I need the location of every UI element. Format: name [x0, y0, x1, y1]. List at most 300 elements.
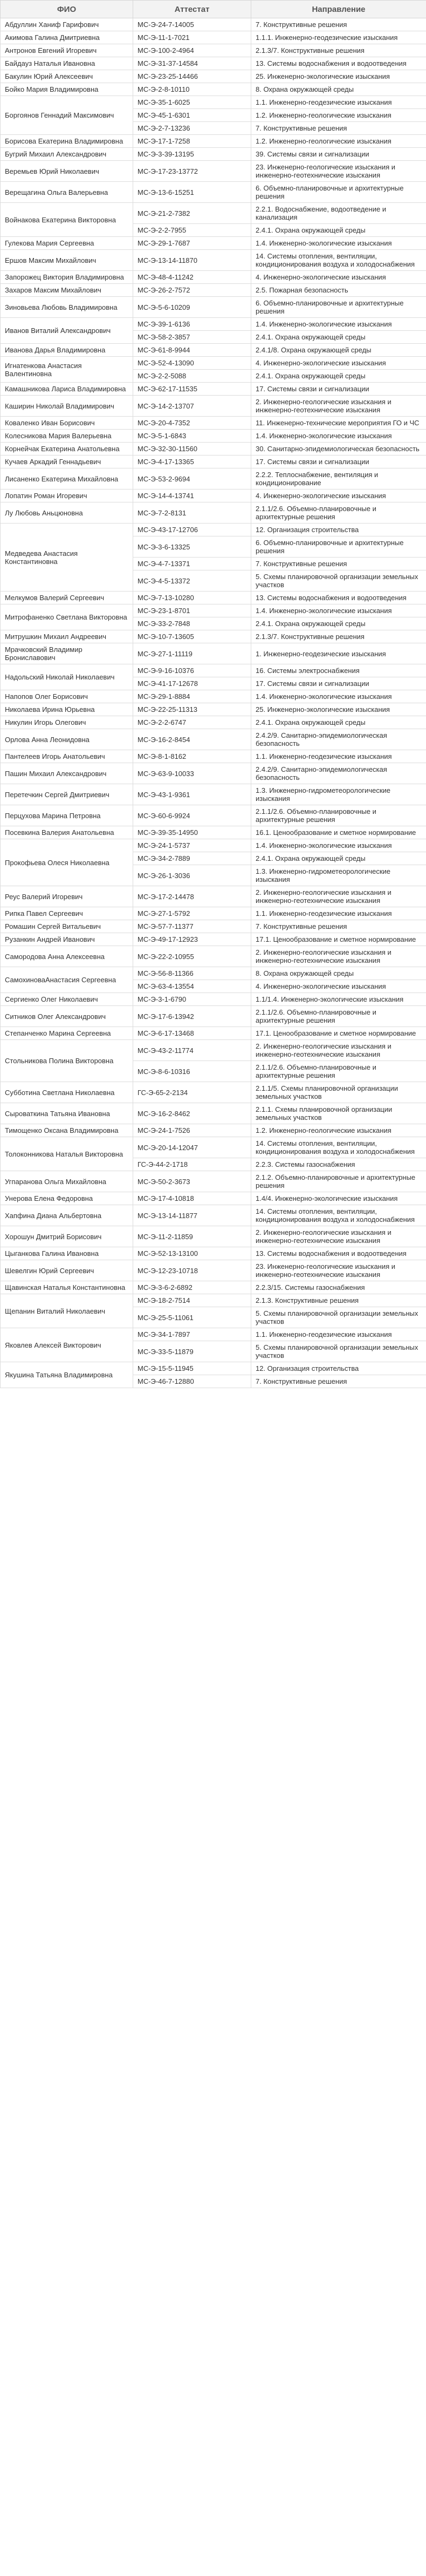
cell-attestat: МС-Э-15-5-11945 [133, 1362, 251, 1375]
cell-attestat: МС-Э-14-4-13741 [133, 490, 251, 502]
cell-fio: Щепанин Виталий Николаевич [1, 1294, 133, 1328]
table-row [1, 250, 426, 271]
cell-attestat: МС-Э-27-1-5792 [133, 907, 251, 920]
cell-napravlenie: 1. Инженерно-геодезические изыскания [251, 643, 426, 664]
cell-attestat: МС-Э-43-17-12706 [133, 524, 251, 536]
cell-fio: Ситников Олег Александрович [1, 1006, 133, 1027]
cell-napravlenie: 2.2.3/15. Системы газоснабжения [251, 1281, 426, 1294]
cell-napravlenie: 2.1.1/5. Схемы планировочной организации земельных участков [251, 1082, 426, 1103]
cell-napravlenie: 2.1.1/2.6. Объемно-планировочные и архитектурные решения [251, 805, 426, 826]
cell-attestat: МС-Э-63-9-10033 [133, 763, 251, 784]
table-row [1, 468, 426, 490]
cell-fio: Ершов Максим Михайлович [1, 250, 133, 271]
cell-attestat: МС-Э-41-17-12678 [133, 677, 251, 690]
cell-napravlenie: 1.4. Инженерно-экологические изыскания [251, 430, 426, 443]
cell-napravlenie: 2.2.2. Теплоснабжение, вентиляция и кондиционирование [251, 468, 426, 490]
cell-napravlenie: 14. Системы отопления, вентиляции, кондиционирования воздуха и холодоснабжения [251, 250, 426, 271]
cell-attestat: МС-Э-45-1-6301 [133, 109, 251, 122]
table-row [1, 1260, 426, 1281]
cell-attestat: МС-Э-3-39-13195 [133, 148, 251, 161]
table-row [1, 524, 426, 536]
cell-fio: Стольникова Полина Викторовна [1, 1040, 133, 1082]
cell-napravlenie: 1.4. Инженерно-экологические изыскания [251, 690, 426, 703]
table-row [1, 161, 426, 182]
table-row [1, 920, 426, 933]
table-row [1, 1006, 426, 1027]
cell-attestat: МС-Э-27-1-11119 [133, 643, 251, 664]
cell-attestat: МС-Э-3-6-13325 [133, 536, 251, 558]
cell-napravlenie: 17.1. Ценообразование и сметное нормирование [251, 933, 426, 946]
cell-attestat: МС-Э-7-13-10280 [133, 592, 251, 604]
cell-attestat: МС-Э-2-2-6747 [133, 716, 251, 729]
table-row [1, 182, 426, 203]
table-row [1, 763, 426, 784]
cell-napravlenie: 14. Системы отопления, вентиляции, кондиционирования воздуха и холодоснабжения [251, 1205, 426, 1226]
cell-attestat: ГС-Э-65-2-2134 [133, 1082, 251, 1103]
table-row [1, 729, 426, 750]
cell-fio: Митрофаненко Светлана Викторовна [1, 604, 133, 630]
cell-fio: Лу Любовь Аньцюновна [1, 502, 133, 524]
cell-napravlenie: 8. Охрана окружающей среды [251, 83, 426, 96]
cell-napravlenie: 1.1. Инженерно-геодезические изыскания [251, 907, 426, 920]
table-row [1, 135, 426, 148]
table-row [1, 630, 426, 643]
cell-fio: Напопов Олег Борисович [1, 690, 133, 703]
table-row [1, 502, 426, 524]
table-row [1, 604, 426, 617]
cell-attestat: МС-Э-22-25-11313 [133, 703, 251, 716]
cell-fio: Камашникова Лариса Владимировна [1, 383, 133, 396]
cell-attestat: МС-Э-23-1-8701 [133, 604, 251, 617]
cell-fio: Перетечкин Сергей Дмитриевич [1, 784, 133, 805]
cell-attestat: МС-Э-17-2-14478 [133, 886, 251, 907]
cell-fio: Хапфина Диана Альбертовна [1, 1205, 133, 1226]
cell-attestat: МС-Э-13-14-11870 [133, 250, 251, 271]
table-row [1, 1103, 426, 1124]
cell-fio: Мрачковский Владимир Брониславович [1, 643, 133, 664]
cell-napravlenie: 2.4.1. Охрана окружающей среды [251, 370, 426, 383]
cell-napravlenie: 7. Конструктивные решения [251, 558, 426, 570]
cell-fio: Прокофьева Олеся Николаевна [1, 839, 133, 886]
cell-attestat: МС-Э-11-2-11859 [133, 1226, 251, 1247]
cell-attestat: МС-Э-49-17-12923 [133, 933, 251, 946]
cell-attestat: МС-Э-25-5-11061 [133, 1307, 251, 1328]
cell-attestat: МС-Э-9-16-10376 [133, 664, 251, 677]
table-row [1, 396, 426, 417]
cell-napravlenie: 25. Инженерно-экологические изыскания [251, 703, 426, 716]
table-row [1, 318, 426, 331]
cell-fio: Коваленко Иван Борисович [1, 417, 133, 430]
table-row [1, 1247, 426, 1260]
table-row [1, 44, 426, 57]
cell-napravlenie: 1.1/1.4. Инженерно-экологические изыскания [251, 993, 426, 1006]
cell-napravlenie: 11. Инженерно-технические мероприятия ГО и ЧС [251, 417, 426, 430]
column-header-attestat: Аттестат [133, 1, 251, 18]
cell-napravlenie: 2.4.1. Охрана окружающей среды [251, 331, 426, 344]
cell-fio: Шевелгин Юрий Сергеевич [1, 1260, 133, 1281]
cell-napravlenie: 2. Инженерно-геологические изыскания и инженерно-геотехнические изыскания [251, 396, 426, 417]
table-row [1, 933, 426, 946]
table-row [1, 297, 426, 318]
table-row [1, 1137, 426, 1158]
cell-napravlenie: 17. Системы связи и сигнализации [251, 383, 426, 396]
cell-fio: Степанченко Марина Сергеевна [1, 1027, 133, 1040]
table-row [1, 70, 426, 83]
cell-napravlenie: 14. Системы отопления, вентиляции, кондиционирования воздуха и холодоснабжения [251, 1137, 426, 1158]
cell-napravlenie: 2.4.2/9. Санитарно-эпидемиологическая безопасность [251, 763, 426, 784]
cell-napravlenie: 5. Схемы планировочной организации земельных участков [251, 1341, 426, 1362]
cell-napravlenie: 1.3. Инженерно-гидрометеорологические изыскания [251, 865, 426, 886]
table-row [1, 284, 426, 297]
table-row [1, 1205, 426, 1226]
cell-napravlenie: 1.2. Инженерно-геологические изыскания [251, 109, 426, 122]
cell-attestat: МС-Э-8-6-10316 [133, 1061, 251, 1082]
table-row [1, 271, 426, 284]
cell-attestat: МС-Э-24-1-7526 [133, 1124, 251, 1137]
cell-attestat: МС-Э-20-4-7352 [133, 417, 251, 430]
cell-napravlenie: 2.4.1. Охрана окружающей среды [251, 716, 426, 729]
cell-attestat: МС-Э-20-14-12047 [133, 1137, 251, 1158]
cell-fio: Боргоянов Геннадий Максимович [1, 96, 133, 135]
cell-fio: Запорожец Виктория Владимировна [1, 271, 133, 284]
cell-napravlenie: 5. Схемы планировочной организации земельных участков [251, 1307, 426, 1328]
table-row [1, 383, 426, 396]
cell-attestat: МС-Э-60-6-9924 [133, 805, 251, 826]
cell-napravlenie: 8. Охрана окружающей среды [251, 967, 426, 980]
table-row [1, 443, 426, 456]
cell-fio: Сергиенко Олег Николаевич [1, 993, 133, 1006]
table-row [1, 592, 426, 604]
cell-napravlenie: 1.1.1. Инженерно-геодезические изыскания [251, 31, 426, 44]
cell-fio: Гулекова Мария Сергеевна [1, 237, 133, 250]
cell-attestat: МС-Э-17-1-7258 [133, 135, 251, 148]
cell-attestat: МС-Э-17-23-13772 [133, 161, 251, 182]
cell-attestat: МС-Э-34-1-7897 [133, 1328, 251, 1341]
cell-fio: Хорошун Дмитрий Борисович [1, 1226, 133, 1247]
cell-napravlenie: 25. Инженерно-экологические изыскания [251, 70, 426, 83]
cell-fio: Самородова Анна Алексеевна [1, 946, 133, 967]
cell-napravlenie: 1.3. Инженерно-гидрометеорологические изыскания [251, 784, 426, 805]
cell-napravlenie: 2.1.1. Схемы планировочной организации земельных участков [251, 1103, 426, 1124]
cell-fio: Рипка Павел Сергеевич [1, 907, 133, 920]
cell-fio: Щавинская Наталья Константиновна [1, 1281, 133, 1294]
cell-napravlenie: 4. Инженерно-экологические изыскания [251, 357, 426, 370]
cell-attestat: МС-Э-8-1-8162 [133, 750, 251, 763]
table-row [1, 1281, 426, 1294]
cell-attestat: МС-Э-16-2-8454 [133, 729, 251, 750]
cell-attestat: МС-Э-39-35-14950 [133, 826, 251, 839]
table-row [1, 716, 426, 729]
cell-attestat: МС-Э-35-1-6025 [133, 96, 251, 109]
cell-fio: Сыроваткина Татьяна Ивановна [1, 1103, 133, 1124]
cell-attestat: МС-Э-16-2-8462 [133, 1103, 251, 1124]
cell-fio: Цыганкова Галина Ивановна [1, 1247, 133, 1260]
cell-napravlenie: 2.1.2. Объемно-планировочные и архитектурные решения [251, 1171, 426, 1192]
cell-fio: Яковлев Алексей Викторович [1, 1328, 133, 1362]
cell-attestat: МС-Э-53-2-9694 [133, 468, 251, 490]
table-row [1, 1082, 426, 1103]
cell-napravlenie: 2.1.1/2.6. Объемно-планировочные и архитектурные решения [251, 502, 426, 524]
table-row [1, 237, 426, 250]
table-row [1, 805, 426, 826]
cell-napravlenie: 2. Инженерно-геологические изыскания и инженерно-геотехнические изыскания [251, 1226, 426, 1247]
cell-fio: Унерова Елена Федоровна [1, 1192, 133, 1205]
cell-fio: Митрушкин Михаил Андреевич [1, 630, 133, 643]
cell-attestat: МС-Э-57-7-11377 [133, 920, 251, 933]
cell-attestat: МС-Э-23-25-14466 [133, 70, 251, 83]
cell-fio: Лопатин Роман Игоревич [1, 490, 133, 502]
cell-attestat: МС-Э-63-4-13554 [133, 980, 251, 993]
table-row [1, 690, 426, 703]
cell-fio: Иванова Дарья Владимировна [1, 344, 133, 357]
cell-attestat: МС-Э-6-17-13468 [133, 1027, 251, 1040]
cell-attestat: МС-Э-12-23-10718 [133, 1260, 251, 1281]
cell-napravlenie: 13. Системы водоснабжения и водоотведения [251, 1247, 426, 1260]
cell-attestat: МС-Э-43-2-11774 [133, 1040, 251, 1061]
cell-attestat: МС-Э-18-2-7514 [133, 1294, 251, 1307]
cell-napravlenie: 2. Инженерно-геологические изыскания и инженерно-геотехнические изыскания [251, 1040, 426, 1061]
table-row [1, 1027, 426, 1040]
cell-napravlenie: 1.4. Инженерно-экологические изыскания [251, 237, 426, 250]
cell-attestat: МС-Э-4-7-13371 [133, 558, 251, 570]
cell-napravlenie: 4. Инженерно-экологические изыскания [251, 980, 426, 993]
cell-fio: Колесникова Мария Валерьевна [1, 430, 133, 443]
table-row [1, 886, 426, 907]
cell-attestat: МС-Э-58-2-3857 [133, 331, 251, 344]
table-row [1, 1171, 426, 1192]
cell-attestat: МС-Э-100-2-4964 [133, 44, 251, 57]
cell-attestat: МС-Э-2-7-13236 [133, 122, 251, 135]
cell-attestat: МС-Э-7-2-8131 [133, 502, 251, 524]
cell-fio: Ромашин Сергей Витальевич [1, 920, 133, 933]
table-row [1, 417, 426, 430]
cell-fio: Пашин Михаил Александрович [1, 763, 133, 784]
cell-fio: Иванов Виталий Александрович [1, 318, 133, 344]
cell-attestat: МС-Э-62-17-11535 [133, 383, 251, 396]
cell-napravlenie: 17. Системы связи и сигнализации [251, 677, 426, 690]
cell-attestat: МС-Э-2-8-10110 [133, 83, 251, 96]
column-header-fio: ФИО [1, 1, 133, 18]
table-header [1, 1, 426, 18]
cell-fio: Захаров Максим Михайлович [1, 284, 133, 297]
cell-attestat: МС-Э-29-1-7687 [133, 237, 251, 250]
cell-napravlenie: 6. Объемно-планировочные и архитектурные решения [251, 182, 426, 203]
cell-fio: СамохиноваАнастасия Сергеевна [1, 967, 133, 993]
cell-napravlenie: 2.1.3/7. Конструктивные решения [251, 44, 426, 57]
table-row [1, 967, 426, 980]
cell-attestat: МС-Э-24-7-14005 [133, 18, 251, 31]
cell-napravlenie: 5. Схемы планировочной организации земельных участков [251, 570, 426, 592]
cell-fio: Антронов Евгений Игоревич [1, 44, 133, 57]
cell-napravlenie: 2.1.3/7. Конструктивные решения [251, 630, 426, 643]
table-row [1, 1040, 426, 1061]
cell-attestat: МС-Э-17-6-13942 [133, 1006, 251, 1027]
cell-fio: Орлова Анна Леонидовна [1, 729, 133, 750]
table-row [1, 490, 426, 502]
cell-fio: Кучаев Аркадий Геннадьевич [1, 456, 133, 468]
cell-napravlenie: 2.4.1. Охрана окружающей среды [251, 224, 426, 237]
cell-napravlenie: 2.2.1. Водоснабжение, водоотведение и канализация [251, 203, 426, 224]
cell-attestat: МС-Э-2-2-5088 [133, 370, 251, 383]
cell-fio: Бугрий Михаил Александрович [1, 148, 133, 161]
cell-napravlenie: 1.1. Инженерно-геодезические изыскания [251, 96, 426, 109]
cell-napravlenie: 30. Санитарно-эпидемиологическая безопасность [251, 443, 426, 456]
table-row [1, 643, 426, 664]
cell-napravlenie: 2.1.1/2.6. Объемно-планировочные и архитектурные решения [251, 1061, 426, 1082]
cell-attestat: МС-Э-33-5-11879 [133, 1341, 251, 1362]
cell-attestat: МС-Э-46-7-12880 [133, 1375, 251, 1388]
cell-attestat: МС-Э-22-2-10955 [133, 946, 251, 967]
cell-fio: Мелкумов Валерий Сергеевич [1, 592, 133, 604]
cell-napravlenie: 2.4.1/8. Охрана окружающей среды [251, 344, 426, 357]
cell-fio: Медведева Анастасия Константиновна [1, 524, 133, 592]
table-row [1, 31, 426, 44]
table-row [1, 784, 426, 805]
column-header-napravlenie: Направление [251, 1, 426, 18]
table-row [1, 703, 426, 716]
cell-napravlenie: 13. Системы водоснабжения и водоотведения [251, 592, 426, 604]
cell-napravlenie: 7. Конструктивные решения [251, 920, 426, 933]
cell-napravlenie: 4. Инженерно-экологические изыскания [251, 271, 426, 284]
cell-attestat: МС-Э-29-1-8884 [133, 690, 251, 703]
cell-attestat: МС-Э-5-6-10209 [133, 297, 251, 318]
cell-fio: Николаева Ирина Юрьевна [1, 703, 133, 716]
table-row [1, 1362, 426, 1375]
cell-attestat: МС-Э-56-8-11366 [133, 967, 251, 980]
table-row [1, 839, 426, 852]
cell-fio: Угпаранова Ольга Михайловна [1, 1171, 133, 1192]
cell-fio: Реус Валерий Игоревич [1, 886, 133, 907]
table-row [1, 826, 426, 839]
cell-napravlenie: 2. Инженерно-геологические изыскания и инженерно-геотехнические изыскания [251, 946, 426, 967]
cell-napravlenie: 12. Организация строительства [251, 1362, 426, 1375]
cell-fio: Лисаненко Екатерина Михайловна [1, 468, 133, 490]
cell-napravlenie: 6. Объемно-планировочные и архитектурные решения [251, 536, 426, 558]
cell-napravlenie: 2.2.3. Системы газоснабжения [251, 1158, 426, 1171]
cell-napravlenie: 2.5. Пожарная безопасность [251, 284, 426, 297]
cell-napravlenie: 1.1. Инженерно-геодезические изыскания [251, 1328, 426, 1341]
cell-fio: Никулин Игорь Олегович [1, 716, 133, 729]
cell-fio: Акимова Галина Дмитриевна [1, 31, 133, 44]
table-row [1, 907, 426, 920]
cell-napravlenie: 16.1. Ценообразование и сметное нормирование [251, 826, 426, 839]
cell-fio: Надольский Николай Николаевич [1, 664, 133, 690]
table-row [1, 1226, 426, 1247]
table-row [1, 203, 426, 224]
cell-napravlenie: 1.1. Инженерно-геодезические изыскания [251, 750, 426, 763]
table-row [1, 946, 426, 967]
cell-fio: Субботина Светлана Николаевна [1, 1082, 133, 1103]
cell-napravlenie: 2. Инженерно-геологические изыскания и инженерно-геотехнические изыскания [251, 886, 426, 907]
cell-attestat: МС-Э-26-1-3036 [133, 865, 251, 886]
cell-attestat: МС-Э-52-4-13090 [133, 357, 251, 370]
table-row [1, 664, 426, 677]
cell-attestat: МС-Э-5-1-6843 [133, 430, 251, 443]
table-row [1, 1192, 426, 1205]
cell-attestat: МС-Э-48-4-11242 [133, 271, 251, 284]
cell-attestat: МС-Э-43-1-9361 [133, 784, 251, 805]
cell-fio: Байдауз Наталья Ивановна [1, 57, 133, 70]
table-row [1, 96, 426, 109]
table-row [1, 83, 426, 96]
cell-fio: Посевкина Валерия Анатольевна [1, 826, 133, 839]
cell-fio: Якушина Татьяна Владимировна [1, 1362, 133, 1388]
cell-fio: Корнейчак Екатерина Анатольевна [1, 443, 133, 456]
cell-fio: Бакулин Юрий Алексеевич [1, 70, 133, 83]
cell-napravlenie: 17. Системы связи и сигнализации [251, 456, 426, 468]
cell-attestat: МС-Э-24-1-5737 [133, 839, 251, 852]
cell-attestat: МС-Э-3-1-6790 [133, 993, 251, 1006]
cell-napravlenie: 1.2. Инженерно-геологические изыскания [251, 135, 426, 148]
cell-fio: Каширин Николай Владимирович [1, 396, 133, 417]
cell-napravlenie: 12. Организация строительства [251, 524, 426, 536]
cell-fio: Перцухова Марина Петровна [1, 805, 133, 826]
table-row [1, 57, 426, 70]
cell-attestat: МС-Э-17-4-10818 [133, 1192, 251, 1205]
cell-attestat: МС-Э-4-17-13365 [133, 456, 251, 468]
table-row [1, 993, 426, 1006]
cell-attestat: МС-Э-3-6-2-6892 [133, 1281, 251, 1294]
cell-napravlenie: 23. Инженерно-геологические изыскания и инженерно-геотехнические изыскания [251, 161, 426, 182]
cell-fio: Пантелеев Игорь Анатольевич [1, 750, 133, 763]
table-row [1, 750, 426, 763]
cell-napravlenie: 17.1. Ценообразование и сметное нормирование [251, 1027, 426, 1040]
cell-attestat: МС-Э-32-30-11560 [133, 443, 251, 456]
cell-fio: Толоконникова Наталья Викторовна [1, 1137, 133, 1171]
cell-napravlenie: 1.2. Инженерно-геологические изыскания [251, 1124, 426, 1137]
cell-attestat: МС-Э-10-7-13605 [133, 630, 251, 643]
cell-napravlenie: 7. Конструктивные решения [251, 122, 426, 135]
table-row [1, 1124, 426, 1137]
cell-attestat: МС-Э-33-2-7848 [133, 617, 251, 630]
cell-napravlenie: 7. Конструктивные решения [251, 18, 426, 31]
table-row [1, 456, 426, 468]
cell-attestat: МС-Э-26-2-7572 [133, 284, 251, 297]
cell-fio: Тимощенко Оксана Владимировна [1, 1124, 133, 1137]
cell-attestat: МС-Э-14-2-13707 [133, 396, 251, 417]
cell-napravlenie: 2.4.1. Охрана окружающей среды [251, 617, 426, 630]
cell-attestat: МС-Э-52-13-13100 [133, 1247, 251, 1260]
cell-napravlenie: 7. Конструктивные решения [251, 1375, 426, 1388]
cell-napravlenie: 16. Системы электроснабжения [251, 664, 426, 677]
cell-attestat: МС-Э-21-2-7382 [133, 203, 251, 224]
table-row [1, 18, 426, 31]
table-body [1, 18, 426, 1388]
cell-napravlenie: 23. Инженерно-геологические изыскания и инженерно-геотехнические изыскания [251, 1260, 426, 1281]
cell-napravlenie: 2.1.3. Конструктивные решения [251, 1294, 426, 1307]
cell-attestat: МС-Э-4-5-13372 [133, 570, 251, 592]
table-row [1, 1328, 426, 1341]
cell-attestat: МС-Э-13-14-11877 [133, 1205, 251, 1226]
cell-fio: Игнатенкова Анастасия Валентиновна [1, 357, 133, 383]
cell-napravlenie: 39. Системы связи и сигнализации [251, 148, 426, 161]
cell-fio: Рузанкин Андрей Иванович [1, 933, 133, 946]
cell-attestat: МС-Э-39-1-6136 [133, 318, 251, 331]
cell-fio: Веремьев Юрий Николаевич [1, 161, 133, 182]
cell-napravlenie: 13. Системы водоснабжения и водоотведения [251, 57, 426, 70]
cell-fio: Абдуллин Ханиф Гарифович [1, 18, 133, 31]
cell-napravlenie: 1.4/4. Инженерно-экологические изыскания [251, 1192, 426, 1205]
cell-attestat: МС-Э-31-37-14584 [133, 57, 251, 70]
cell-napravlenie: 4. Инженерно-экологические изыскания [251, 490, 426, 502]
table-row [1, 148, 426, 161]
table-row [1, 430, 426, 443]
cell-napravlenie: 2.4.1. Охрана окружающей среды [251, 852, 426, 865]
table-row [1, 1294, 426, 1307]
cell-fio: Верещагина Ольга Валерьевна [1, 182, 133, 203]
cell-attestat: МС-Э-34-2-7889 [133, 852, 251, 865]
cell-napravlenie: 2.1.1/2.6. Объемно-планировочные и архитектурные решения [251, 1006, 426, 1027]
